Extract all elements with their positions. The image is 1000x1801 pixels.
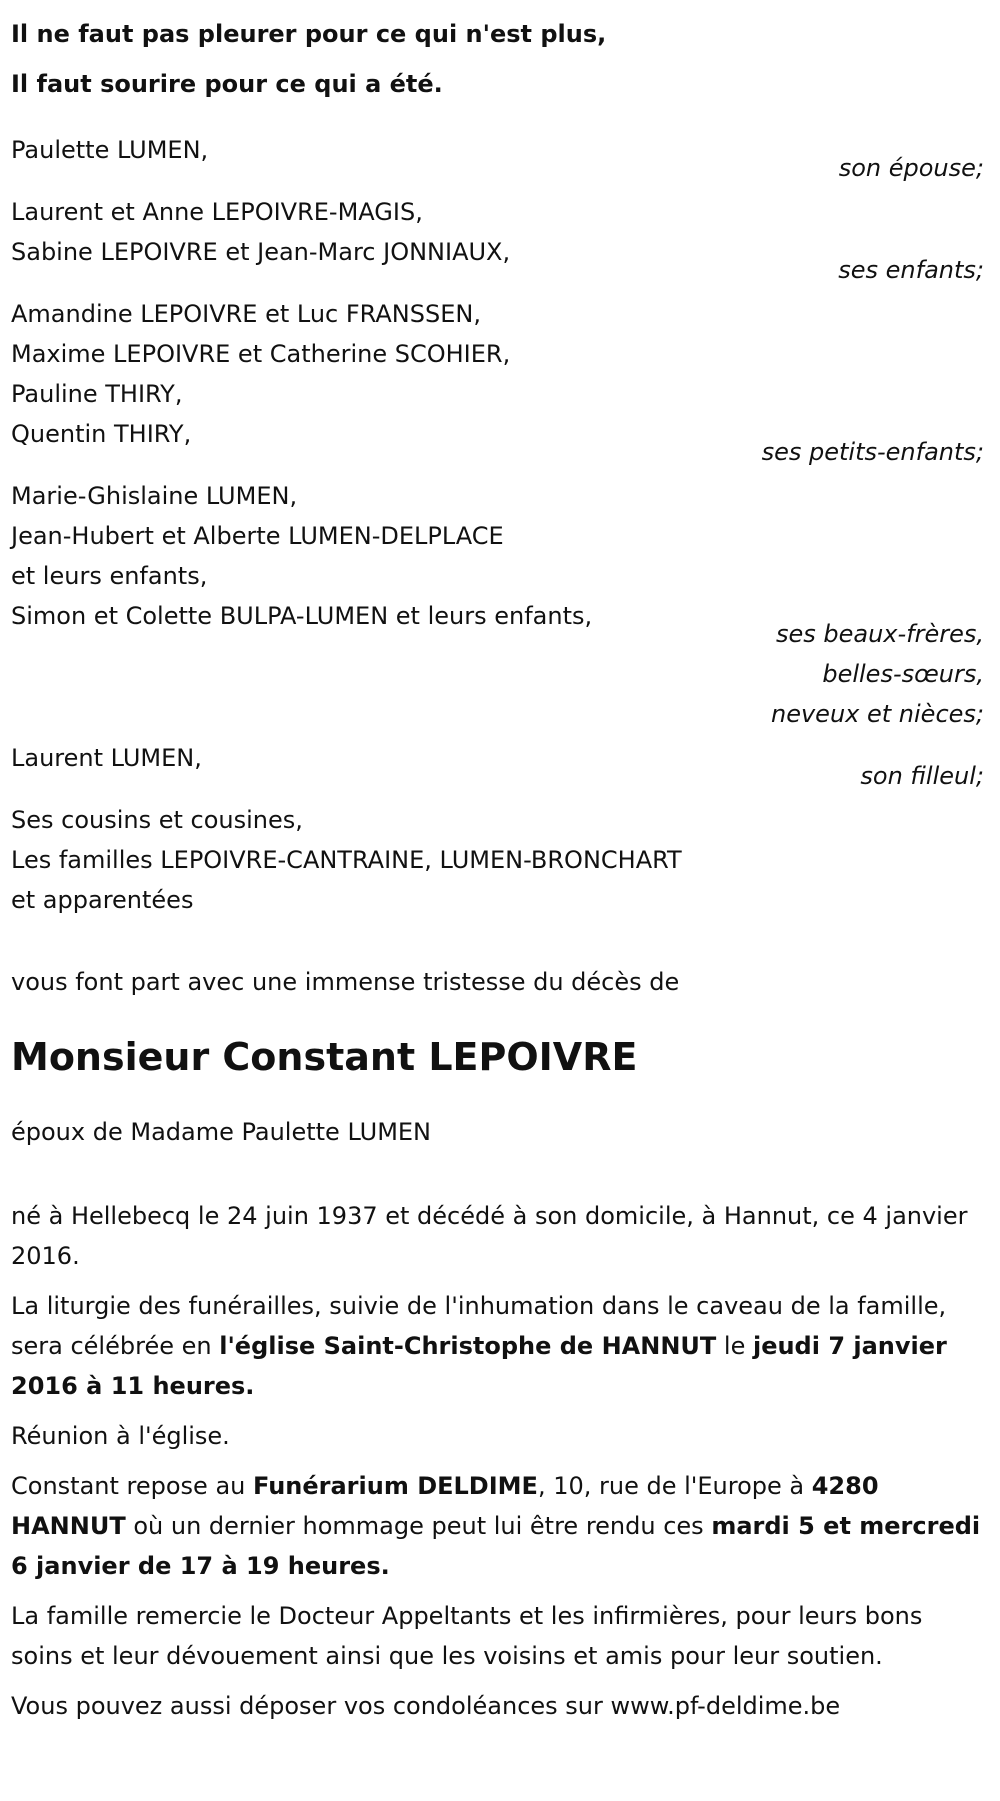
family-group-spouse [11,130,988,188]
family-name-line: Amandine LEPOIVRE et Luc FRANSSEN, [11,300,481,328]
family-group-godson [11,738,988,796]
family-name-line: Maxime LEPOIVRE et Catherine SCOHIER, [11,340,511,368]
condolences-paragraph: Vous pouvez aussi déposer vos condoléances sur www.pf-deldime.be [11,1692,841,1720]
family-name-line: Marie-Ghislaine LUMEN, [11,482,298,510]
deceased-name: Monsieur Constant LEPOIVRE [11,1035,638,1079]
quote-line-1: Il ne faut pas pleurer pour ce qui n'est plus, [11,20,607,48]
thanks-paragraph: La famille remercie le Docteur Appeltants et les infirmières, pour leurs bons soins et leur dévouement ainsi que les voisins et amis pour leur soutien. [11,1602,923,1670]
family-name-line: Simon et Colette BULPA-LUMEN et leurs enfants, [11,602,593,630]
family-group-cousins [11,800,988,920]
family-name-line: Pauline THIRY, [11,380,183,408]
family-name-line: Ses cousins et cousines, [11,806,303,834]
funeral-church: l'église Saint-Christophe de HANNUT [219,1332,717,1360]
relation-label: ses beaux-frères, [775,620,984,648]
family-group-grandchildren [11,294,988,472]
relation-label: ses enfants; [838,256,984,284]
family-name-line: Paulette LUMEN, [11,136,209,164]
birth-death-paragraph: né à Hellebecq le 24 juin 1937 et décédé à son domicile, à Hannut, ce 4 janvier 2016. [11,1202,968,1270]
family-name-line: Les familles LEPOIVRE-CANTRAINE, LUMEN-BRONCHART [11,846,682,874]
relation-label: belles-sœurs, [822,660,984,688]
family-name-line: Jean-Hubert et Alberte LUMEN-DELPLACE [11,522,504,550]
family-group-in-laws [11,476,988,734]
spouse-line: époux de Madame Paulette LUMEN [11,1118,432,1146]
repose-visiting-hours: mardi 5 et mercredi 6 janvier de 17 à 19 heures. [11,1512,981,1580]
quote-line-2: Il faut sourire pour ce qui a été. [11,70,443,98]
repose-paragraph [11,1466,988,1586]
funeral-paragraph [11,1286,988,1406]
repose-text: Constant repose au [11,1472,253,1500]
family-name-line: Laurent LUMEN, [11,744,202,772]
relation-label: neveux et nièces; [771,700,984,728]
funeral-text: La liturgie des funérailles, suivie de l'inhumation dans le caveau de la famille, sera célébrée en [11,1292,947,1360]
family-group-children [11,192,988,290]
relation-label: son épouse; [838,154,984,182]
announcement-text: vous font part avec une immense tristesse du décès de [11,968,680,996]
relation-label: ses petits-enfants; [761,438,984,466]
repose-funeral-home: Funérarium DELDIME [253,1472,538,1500]
family-name-line: et apparentées [11,886,194,914]
repose-city: 4280 HANNUT [11,1472,879,1540]
relation-label: son filleul; [860,762,984,790]
obituary-content [11,9,988,1736]
family-name-line: Quentin THIRY, [11,420,192,448]
quote-block [11,9,988,109]
funeral-date: jeudi 7 janvier 2016 à 11 heures. [11,1332,947,1400]
meeting-paragraph: Réunion à l'église. [11,1422,230,1450]
family-name-line: Laurent et Anne LEPOIVRE-MAGIS, [11,198,423,226]
family-name-line: et leurs enfants, [11,562,208,590]
family-name-line: Sabine LEPOIVRE et Jean-Marc JONNIAUX, [11,238,511,266]
repose-text: , 10, rue de l'Europe à [537,1472,812,1500]
repose-text: où un dernier hommage peut lui être rendu ces [125,1512,712,1540]
funeral-text: le [716,1332,753,1360]
